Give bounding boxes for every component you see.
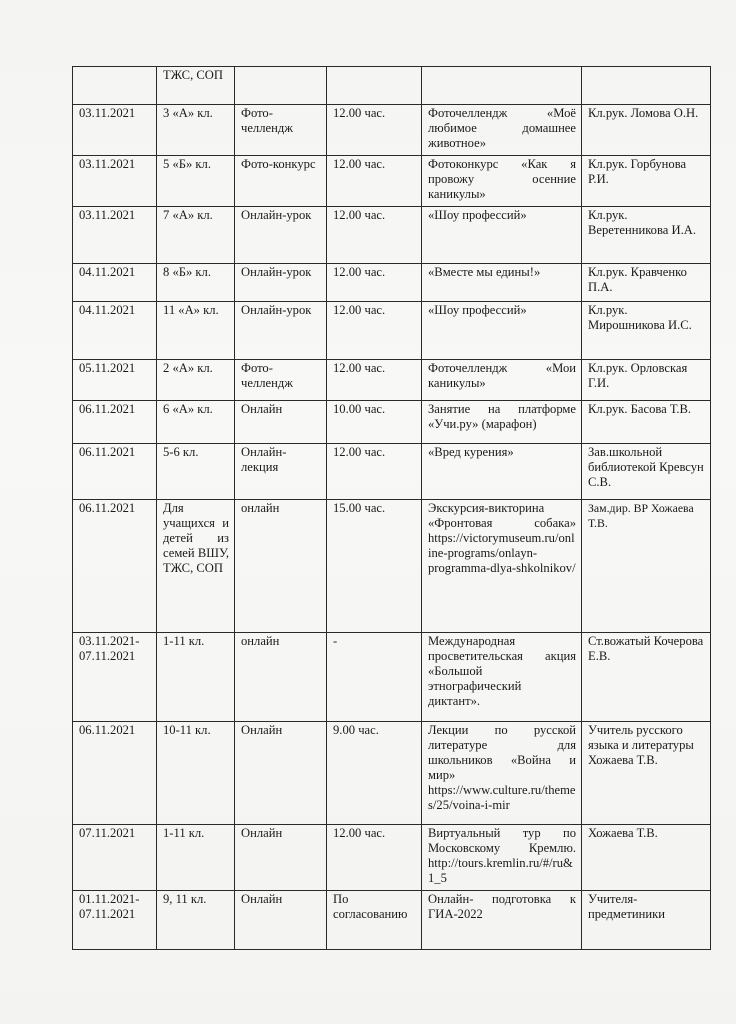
cell-responsible: Кл.рук. Ломова О.Н. [582,105,711,156]
table-row [73,105,711,156]
cell-form: Онлайн-урок [235,302,327,360]
cell-form: онлайн [235,500,327,633]
cell-responsible: Кл.рук. Орловская Г.И. [582,360,711,401]
table-row [73,444,711,500]
cell-event: Занятие на платформе «Учи.ру» (марафон) [422,401,582,444]
cell-class: 2 «А» кл. [157,360,235,401]
events-table-body [73,67,711,950]
cell-date: 06.11.2021 [73,722,157,825]
cell-form: Онлайн-урок [235,264,327,302]
cell-event: Экскурсия-викторина «Фронтовая собака» https://victorymuseum.ru/online-programs/onlayn-programma-dlya-shkolnikov/ [422,500,582,633]
cell-time: 12.00 час. [327,825,422,891]
cell-responsible: Кл.рук. Веретенникова И.А. [582,207,711,264]
cell-time [327,67,422,105]
table-row [73,401,711,444]
cell-responsible: Хожаева Т.В. [582,825,711,891]
cell-date: 07.11.2021 [73,825,157,891]
cell-form: Онлайн [235,825,327,891]
table-row [73,360,711,401]
cell-form: Онлайн [235,891,327,950]
cell-responsible: Зав.школьной библиотекой Кревсун С.В. [582,444,711,500]
cell-class: 5-6 кл. [157,444,235,500]
cell-time: 12.00 час. [327,264,422,302]
events-table [72,66,711,950]
cell-class: 11 «А» кл. [157,302,235,360]
cell-date: 03.11.2021-07.11.2021 [73,633,157,722]
cell-event: «Вместе мы едины!» [422,264,582,302]
cell-time: 12.00 час. [327,156,422,207]
cell-responsible: Зам.дир. ВР Хожаева Т.В. [582,500,711,633]
cell-responsible: Учителя-предметиники [582,891,711,950]
table-row [73,500,711,633]
cell-time: По согласованию [327,891,422,950]
cell-form: Фото-челлендж [235,105,327,156]
cell-class: 8 «Б» кл. [157,264,235,302]
cell-event: Фоточеллендж «Мои каникулы» [422,360,582,401]
table-row [73,633,711,722]
cell-class: 1-11 кл. [157,825,235,891]
cell-event: Фоточеллендж «Моё любимое домашнее животное» [422,105,582,156]
table-row [73,156,711,207]
cell-event: «Шоу профессий» [422,302,582,360]
cell-event: Лекции по русской литературе для школьников «Война и мир» https://www.culture.ru/themes/25/voina-i-mir [422,722,582,825]
cell-time: 12.00 час. [327,105,422,156]
cell-form: Онлайн [235,722,327,825]
cell-form: Онлайн [235,401,327,444]
cell-date: 06.11.2021 [73,500,157,633]
cell-form: Фото-конкурс [235,156,327,207]
cell-time: 10.00 час. [327,401,422,444]
cell-date: 06.11.2021 [73,444,157,500]
cell-event: Международная просветительская акция «Большой этнографический диктант». [422,633,582,722]
cell-date: 06.11.2021 [73,401,157,444]
cell-class: Для учащихся и детей из семей ВШУ, ТЖС, СОП [157,500,235,633]
cell-time: 15.00 час. [327,500,422,633]
cell-date: 03.11.2021 [73,105,157,156]
cell-class: ТЖС, СОП [157,67,235,105]
table-row [73,825,711,891]
cell-form [235,67,327,105]
cell-responsible: Кл.рук. Мирошникова И.С. [582,302,711,360]
table-row [73,891,711,950]
cell-event [422,67,582,105]
cell-event: «Шоу профессий» [422,207,582,264]
table-row [73,722,711,825]
cell-event: Фотоконкурс «Как я провожу осенние каникулы» [422,156,582,207]
cell-time: 12.00 час. [327,444,422,500]
cell-time: - [327,633,422,722]
table-row [73,302,711,360]
cell-responsible [582,67,711,105]
cell-date: 03.11.2021 [73,207,157,264]
cell-form: Онлайн-лекция [235,444,327,500]
cell-class: 10-11 кл. [157,722,235,825]
cell-responsible: Ст.вожатый Кочерова Е.В. [582,633,711,722]
cell-date: 04.11.2021 [73,264,157,302]
cell-event: «Вред курения» [422,444,582,500]
cell-event: Виртуальный тур по Московскому Кремлю. http://tours.kremlin.ru/#/ru&1_5 [422,825,582,891]
cell-responsible: Учитель русского языка и литературы Хожаева Т.В. [582,722,711,825]
cell-class: 5 «Б» кл. [157,156,235,207]
cell-responsible: Кл.рук. Басова Т.В. [582,401,711,444]
cell-date [73,67,157,105]
cell-responsible: Кл.рук. Горбунова Р.И. [582,156,711,207]
cell-class: 6 «А» кл. [157,401,235,444]
cell-form: Фото-челлендж [235,360,327,401]
cell-form: онлайн [235,633,327,722]
cell-form: Онлайн-урок [235,207,327,264]
cell-time: 12.00 час. [327,207,422,264]
cell-date: 01.11.2021-07.11.2021 [73,891,157,950]
cell-date: 04.11.2021 [73,302,157,360]
cell-event: Онлайн- подготовка к ГИА-2022 [422,891,582,950]
cell-date: 05.11.2021 [73,360,157,401]
table-row [73,207,711,264]
table-row [73,67,711,105]
cell-class: 9, 11 кл. [157,891,235,950]
cell-time: 12.00 час. [327,302,422,360]
cell-responsible: Кл.рук. Кравченко П.А. [582,264,711,302]
cell-time: 9.00 час. [327,722,422,825]
cell-class: 7 «А» кл. [157,207,235,264]
cell-class: 1-11 кл. [157,633,235,722]
cell-date: 03.11.2021 [73,156,157,207]
table-row [73,264,711,302]
cell-class: 3 «А» кл. [157,105,235,156]
cell-time: 12.00 час. [327,360,422,401]
